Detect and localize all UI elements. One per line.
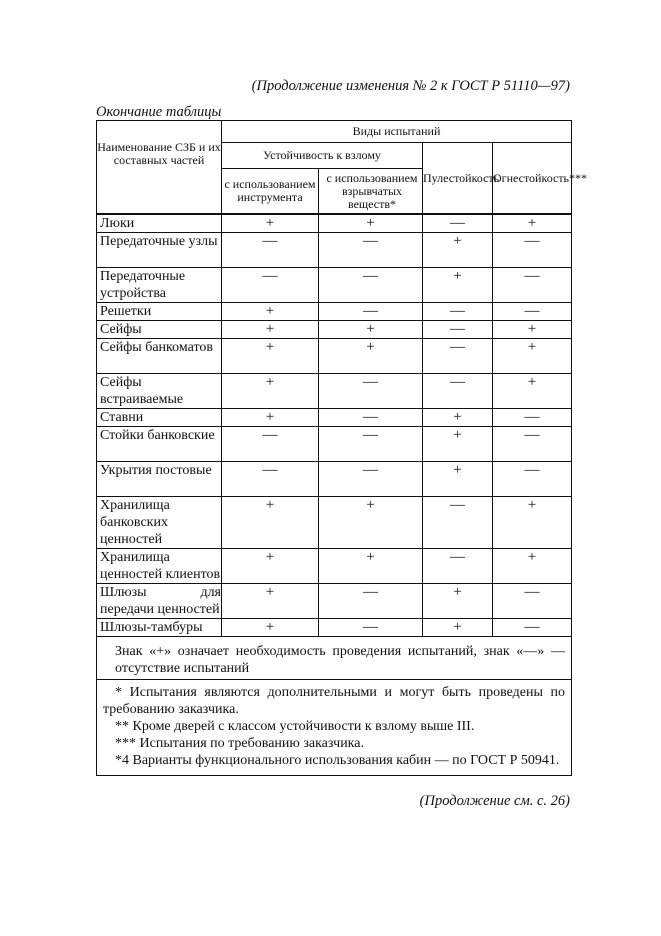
table-row [97, 374, 572, 409]
mark-cell: — [319, 233, 423, 268]
mark-cell: — [423, 497, 493, 549]
mark-cell: — [319, 462, 423, 497]
mark-cell: — [423, 339, 493, 374]
mark-cell: — [423, 321, 493, 339]
mark-cell: — [493, 619, 572, 637]
mark-cell: + [222, 214, 319, 233]
mark-cell: + [319, 497, 423, 549]
mark-cell: + [222, 374, 319, 409]
table-row [97, 233, 572, 268]
mark-cell: — [319, 409, 423, 427]
row-name-cell: Ставни [97, 409, 222, 427]
mark-cell: + [222, 619, 319, 637]
table-row [97, 619, 572, 637]
row-name-cell: Хранилища банковских ценностей [97, 497, 222, 549]
mark-cell: — [423, 214, 493, 233]
test-types-table [96, 120, 588, 776]
mark-cell: — [222, 427, 319, 462]
footnotes-row [97, 680, 572, 776]
column-header-with-tools: с использованием инструмента [222, 169, 319, 215]
mark-cell: + [222, 409, 319, 427]
row-name-cell: Хранилища ценностей клиентов [97, 549, 222, 584]
note-cell [97, 637, 572, 680]
row-name-cell: Шлюзы-тамбуры [97, 619, 222, 637]
table-row [97, 584, 572, 619]
mark-cell: + [493, 321, 572, 339]
page-footer-note: (Продолжение см. с. 26) [419, 793, 570, 809]
mark-cell: + [319, 339, 423, 374]
table-row [97, 339, 572, 374]
table-row [97, 462, 572, 497]
mark-cell: — [319, 303, 423, 321]
mark-cell: + [493, 339, 572, 374]
footnote-2: ** Кроме дверей с классом устойчивости к взлому выше III. [115, 719, 475, 734]
mark-cell: — [493, 462, 572, 497]
mark-cell: + [493, 214, 572, 233]
mark-cell: + [319, 214, 423, 233]
column-header-with-explosives: с использованием взрывчатых веществ* [319, 169, 423, 215]
mark-cell: + [423, 584, 493, 619]
mark-cell: + [423, 268, 493, 303]
table-row [97, 214, 572, 233]
mark-cell: — [319, 268, 423, 303]
row-name-cell: Укрытия постовые [97, 462, 222, 497]
mark-cell: + [493, 497, 572, 549]
legend-note: Знак «+» означает необходимость проведения испытаний, знак «—» — отсутствие испытаний [115, 644, 565, 676]
mark-cell: — [319, 427, 423, 462]
table-body [97, 214, 572, 776]
column-header-burglary: Устойчивость к взлому [222, 143, 423, 169]
mark-cell: + [493, 374, 572, 409]
mark-cell: — [222, 268, 319, 303]
mark-cell: + [423, 409, 493, 427]
mark-cell: + [222, 549, 319, 584]
mark-cell: + [423, 619, 493, 637]
mark-cell: + [493, 549, 572, 584]
mark-cell: — [493, 584, 572, 619]
mark-cell: + [222, 321, 319, 339]
footnote-3: *** Испытания по требованию заказчика. [115, 736, 364, 751]
mark-cell: + [222, 339, 319, 374]
mark-cell: — [222, 462, 319, 497]
row-name-cell: Сейфы встраиваемые [97, 374, 222, 409]
table-row [97, 427, 572, 462]
mark-cell: — [423, 374, 493, 409]
row-name-cell: Передаточные узлы [97, 233, 222, 268]
mark-cell: — [222, 233, 319, 268]
mark-cell: — [319, 619, 423, 637]
row-name-cell: Сейфы банкоматов [97, 339, 222, 374]
table-header [97, 121, 588, 215]
mark-cell: + [222, 303, 319, 321]
mark-cell: + [319, 549, 423, 584]
mark-cell: + [423, 427, 493, 462]
row-name-cell: Люки [97, 214, 222, 233]
mark-cell: — [493, 233, 572, 268]
page-header-note: (Продолжение изменения № 2 к ГОСТ Р 51110—97) [251, 78, 570, 94]
row-name-cell: Сейфы [97, 321, 222, 339]
mark-cell: — [423, 303, 493, 321]
column-header-bullet: Пулестойкость [423, 143, 493, 215]
mark-cell: — [493, 427, 572, 462]
footnotes-cell [97, 680, 572, 776]
mark-cell: — [319, 374, 423, 409]
mark-cell: — [493, 268, 572, 303]
table-row [97, 321, 572, 339]
column-header-fire: Огнестойкость*** [493, 143, 572, 215]
mark-cell: + [423, 233, 493, 268]
mark-cell: — [319, 584, 423, 619]
mark-cell: — [423, 549, 493, 584]
mark-cell: + [319, 321, 423, 339]
footnote-1: * Испытания являются дополнительными и могут быть проведены по требованию заказчика. [103, 685, 565, 717]
table-row [97, 409, 572, 427]
note-row [97, 637, 572, 680]
row-name-cell: Передаточные устройства [97, 268, 222, 303]
mark-cell: + [222, 584, 319, 619]
mark-cell: + [222, 497, 319, 549]
mark-cell: + [423, 462, 493, 497]
mark-cell: — [493, 409, 572, 427]
table-row [97, 303, 572, 321]
table-row [97, 549, 572, 584]
footnote-4: *4 Варианты функционального использования кабин — по ГОСТ Р 50941. [115, 753, 560, 768]
row-name-cell: Шлюзы для передачи ценностей [97, 584, 222, 619]
row-name-cell: Решетки [97, 303, 222, 321]
table-row [97, 268, 572, 303]
column-header-name: Наименование СЗБ и их составных частей [97, 121, 222, 215]
mark-cell: — [493, 303, 572, 321]
table-row [97, 497, 572, 549]
table-caption: Окончание таблицы [96, 104, 222, 120]
column-header-tests: Виды испытаний [222, 121, 572, 143]
row-name-cell: Стойки банковские [97, 427, 222, 462]
